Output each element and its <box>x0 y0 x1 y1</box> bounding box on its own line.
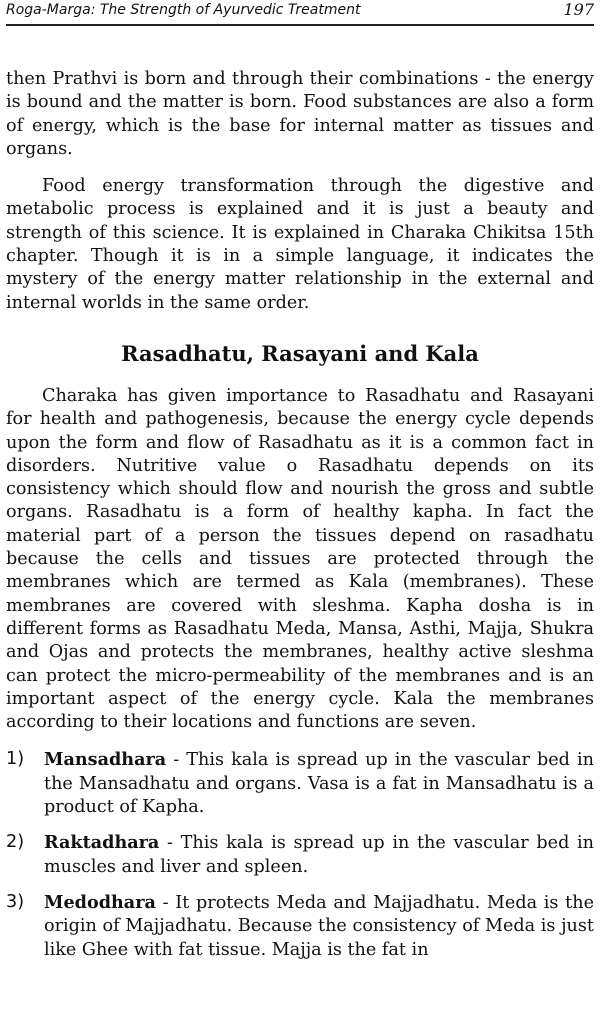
page-body <box>6 68 594 974</box>
list-item-text: - This kala is spread up in the vascular bed in the Mansadhatu and organs. Vasa is a fat in Mansadhatu is a product of Kapha. <box>44 750 594 818</box>
list-item <box>6 748 594 819</box>
paragraph: Charaka has given importance to Rasadhatu and Rasayani for health and pathogenesis, because the energy cycle depends upon the form and flow of Rasadhatu as it is a common fact in disorders. Nutritive value o Rasadhatu depends on its consistency which should flow and nourish the gross and subtle organs. Rasadhatu is a form of healthy kapha. In fact the material part of a person the tissues depend on rasadhatu because the cells and tissues are protected through the membranes which are termed as Kala (membranes). These membranes are covered with sleshma. Kapha dosha is in different forms as Rasadhatu Meda, Mansa, Asthi, Majja, Shukra and Ojas and protects the membranes, healthy active sleshma can protect the micro-permeability of the membranes and is an important aspect of the energy cycle. Kala the membranes according to their locations and functions are seven. <box>6 385 594 733</box>
list-item <box>6 831 594 879</box>
list-item-text: - It protects Meda and Majjadhatu. Meda is the origin of Majjadhatu. Because the consistency of Meda is just like Ghee with fat tissue. Majja is the fat in <box>44 892 594 960</box>
header-rule <box>6 24 594 26</box>
list-item-number: 3) <box>6 891 25 912</box>
paragraph: Food energy transformation through the digestive and metabolic process is explained and it is just a beauty and strength of this science. It is explained in Charaka Chikitsa 15th chapter. Though it is in a simple language, it indicates the mystery of the energy matter relationship in the external and internal worlds in the same order. <box>6 176 594 313</box>
list-item-text: - This kala is spread up in the vascular bed in muscles and liver and spleen. <box>44 833 594 877</box>
list-item-number: 2) <box>6 832 25 853</box>
list-item-number: 1) <box>6 749 25 770</box>
page-number: 197 <box>563 0 594 19</box>
running-title: Roga-Marga: The Strength of Ayurvedic Treatment <box>6 2 361 18</box>
section-heading: Rasadhatu, Rasayani and Kala <box>121 340 479 366</box>
list-item-term: Mansadhara <box>44 749 167 771</box>
list-item <box>6 891 594 962</box>
numbered-list <box>6 748 594 961</box>
list-item-term: Raktadhara <box>44 832 160 854</box>
page-header <box>6 0 594 26</box>
list-item-term: Medodhara <box>44 891 156 913</box>
paragraph: then Prathvi is born and through their combinations - the energy is bound and the matter is born. Food substances are also a form of energy, which is the base for internal matter as tissues and organs. <box>6 69 594 159</box>
